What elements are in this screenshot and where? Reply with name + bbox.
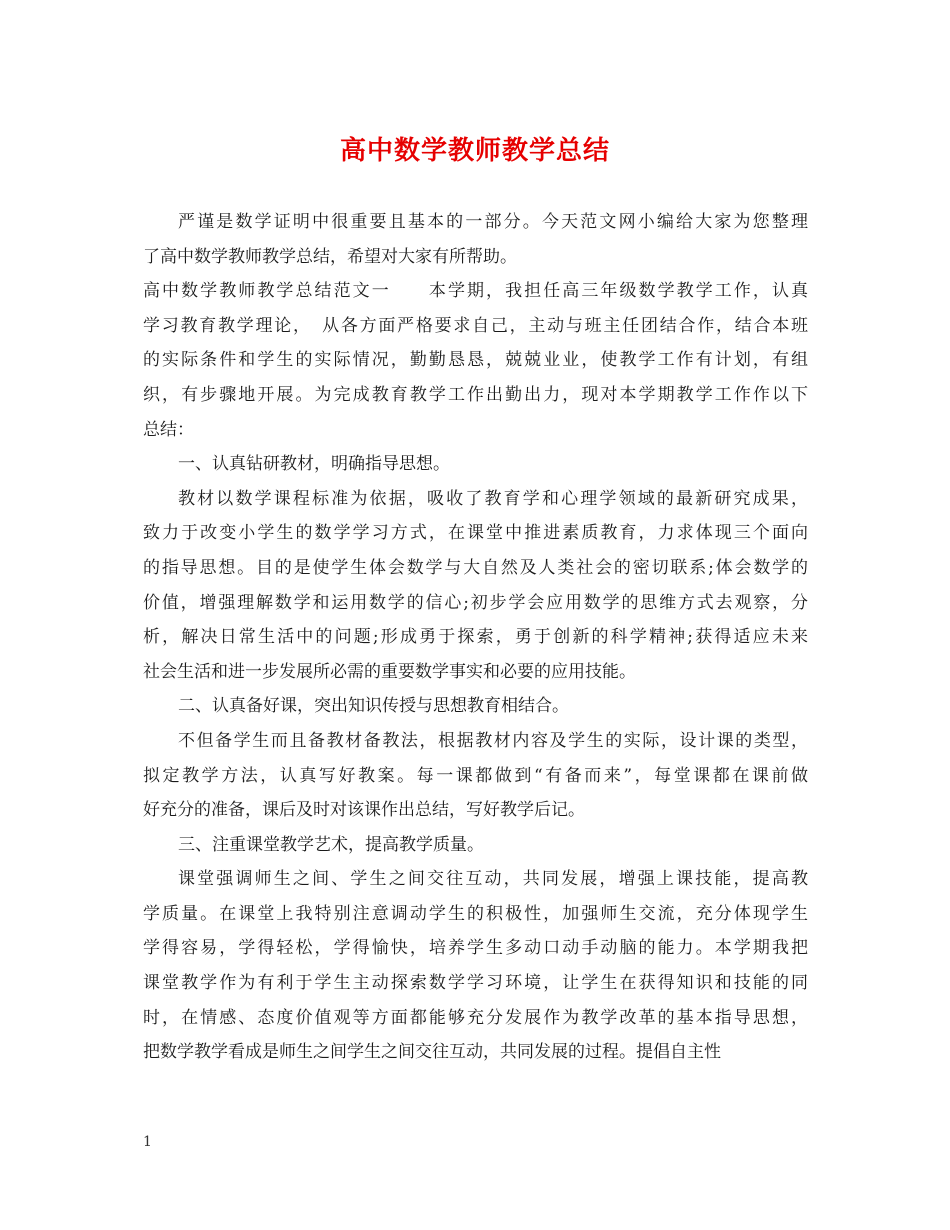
text-line: 学得容易，学得轻松，学得愉快，培养学生多动口动手动脑的能力。本学期我把 bbox=[143, 938, 808, 959]
text-line: 析，解决日常生活中的问题;形成勇于探索，勇于创新的科学精神;获得适应未来 bbox=[143, 627, 808, 648]
text-line: 教材以数学课程标准为依据，吸收了教育学和心理学领域的最新研究成果， bbox=[178, 488, 808, 509]
text-line: 的实际条件和学生的实际情况，勤勤恳恳，兢兢业业，使教学工作有计划，有组 bbox=[143, 350, 808, 371]
text-line: 好充分的准备，课后及时对该课作出总结，写好教学后记。 bbox=[143, 800, 585, 821]
text-line: 把数学教学看成是师生之间学生之间交往互动，共同发展的过程。提倡自主性 bbox=[143, 1042, 721, 1063]
text-line: 致力于改变小学生的数学学习方式，在课堂中推进素质教育，力求体现三个面向 bbox=[143, 523, 808, 544]
text-line: 三、注重课堂教学艺术，提高教学质量。 bbox=[178, 834, 484, 855]
text-line: 织，有步骤地开展。为完成教育教学工作出勤出力，现对本学期教学工作作以下 bbox=[143, 384, 808, 405]
text-line: 高中数学教师教学总结范文一 本学期，我担任高三年级数学教学工作，认真 bbox=[143, 281, 808, 302]
document-title: 高中数学教师教学总结 bbox=[339, 136, 610, 166]
text-line: 社会生活和进一步发展所必需的重要数学事实和必要的应用技能。 bbox=[143, 661, 636, 682]
text-line: 价值，增强理解数学和运用数学的信心;初步学会应用数学的思维方式去观察，分 bbox=[143, 592, 808, 613]
text-line: 严谨是数学证明中很重要且基本的一部分。今天范文网小编给大家为您整理 bbox=[178, 212, 808, 232]
text-line: 学习教育教学理论， 从各方面严格要求自己，主动与班主任团结合作，结合本班 bbox=[143, 315, 808, 336]
document-body bbox=[143, 205, 808, 1070]
text-line: 一、认真钻研教材，明确指导思想。 bbox=[178, 454, 450, 475]
text-line: 了高中数学教师教学总结，希望对大家有所帮助。 bbox=[143, 246, 517, 267]
text-line: 课堂强调师生之间、学生之间交往互动，共同发展，增强上课技能，提高教 bbox=[178, 869, 808, 890]
page-number: 1 bbox=[143, 1134, 152, 1150]
text-line: 二、认真备好课，突出知识传授与思想教育相结合。 bbox=[178, 696, 569, 717]
text-line: 学质量。在课堂上我特别注意调动学生的积极性，加强师生交流，充分体现学生 bbox=[143, 903, 808, 924]
text-line: 的指导思想。目的是使学生体会数学与大自然及人类社会的密切联系;体会数学的 bbox=[143, 557, 808, 578]
text-line: 时，在情感、态度价值观等方面都能够充分发展作为教学改革的基本指导思想， bbox=[143, 1007, 808, 1028]
text-line: 课堂教学作为有利于学生主动探索数学学习环境，让学生在获得知识和技能的同 bbox=[143, 973, 808, 994]
text-line: 总结： bbox=[143, 419, 194, 440]
text-line: 不但备学生而且备教材备教法，根据教材内容及学生的实际，设计课的类型， bbox=[178, 730, 808, 751]
text-line: 拟定教学方法，认真写好教案。每一课都做到“有备而来”，每堂课都在课前做 bbox=[143, 765, 808, 786]
